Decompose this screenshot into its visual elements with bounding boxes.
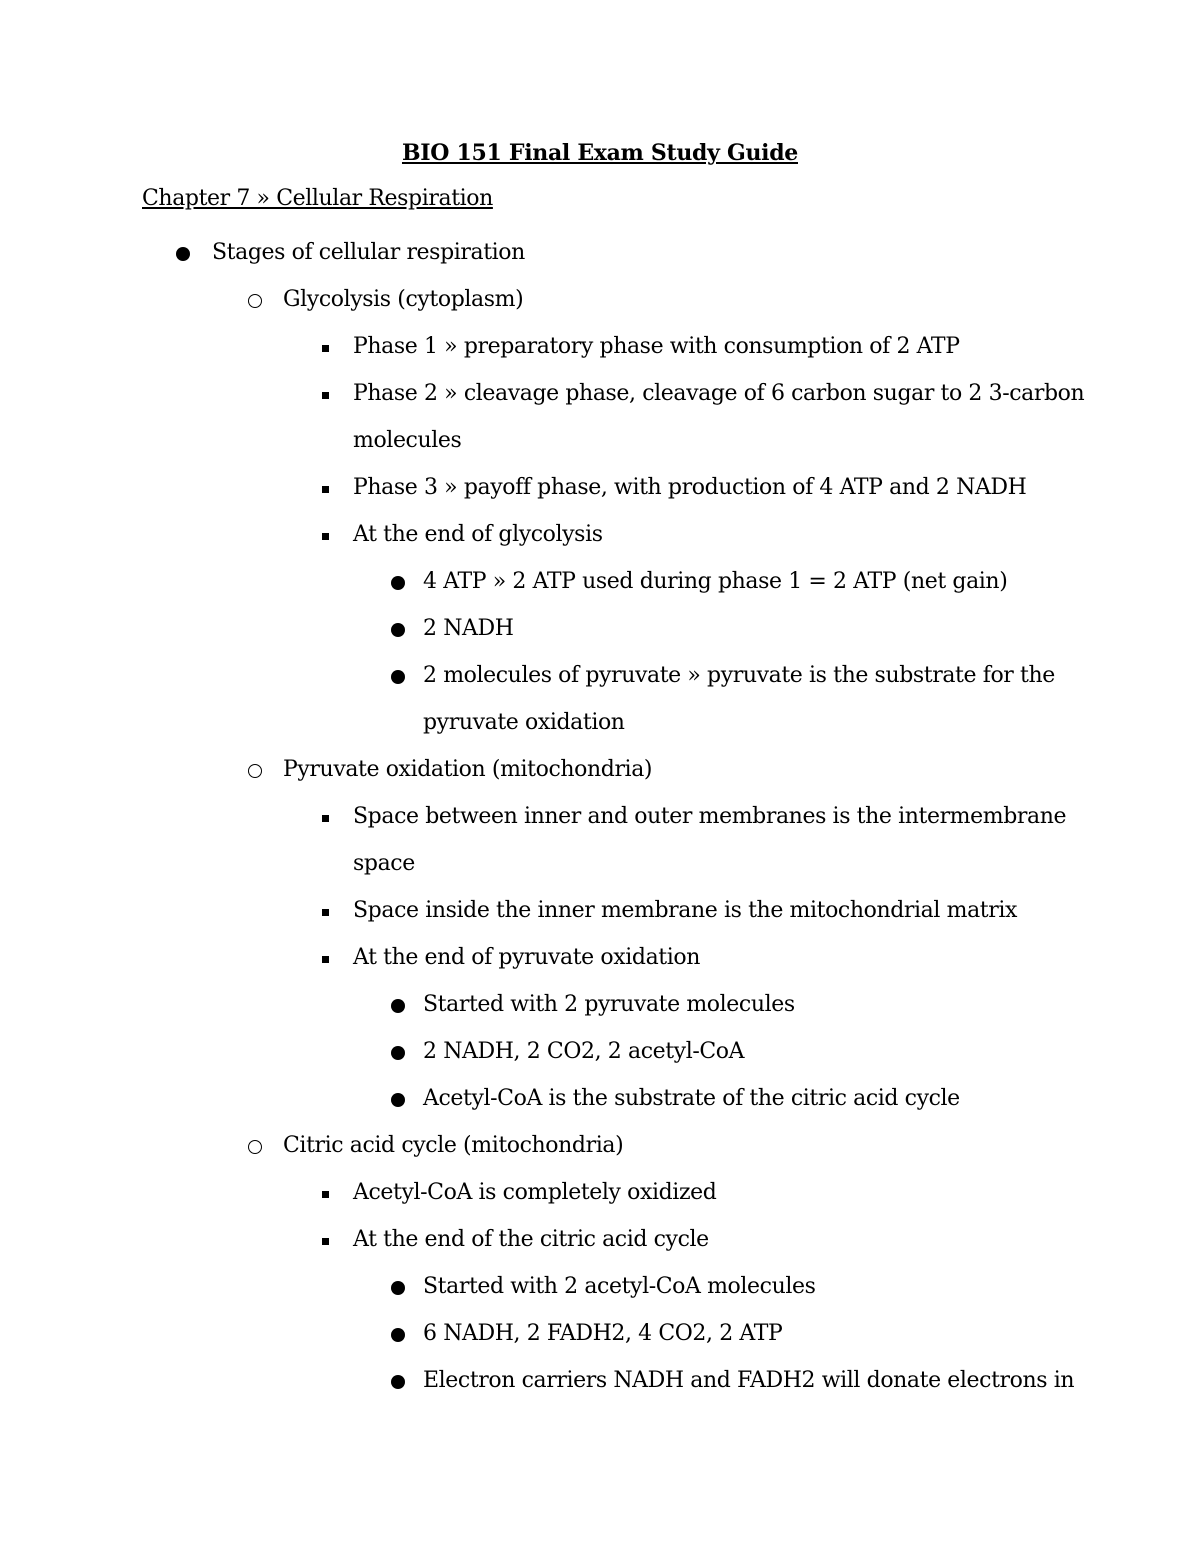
chapter-heading: Chapter 7 » Cellular Respiration	[142, 186, 493, 211]
list-item-level-1: Stages of cellular respiration	[212, 240, 525, 265]
list-item-level-4: Started with 2 acetyl-CoA molecules	[423, 1274, 816, 1299]
list-item-level-4: 2 molecules of pyruvate » pyruvate is the substrate for the	[423, 663, 1055, 688]
square-bullet-icon	[322, 392, 329, 399]
filled-circle-bullet-icon	[391, 1375, 405, 1389]
list-item-level-4: Started with 2 pyruvate molecules	[423, 992, 795, 1017]
list-item-level-3: Space inside the inner membrane is the mitochondrial matrix	[353, 898, 1017, 923]
list-item-continuation: pyruvate oxidation	[423, 710, 625, 735]
list-item-level-3: At the end of pyruvate oxidation	[353, 945, 700, 970]
list-item-level-4: Electron carriers NADH and FADH2 will donate electrons in	[423, 1368, 1075, 1393]
square-bullet-icon	[322, 1238, 329, 1245]
square-bullet-icon	[322, 909, 329, 916]
square-bullet-icon	[322, 1191, 329, 1198]
list-item-level-2: Citric acid cycle (mitochondria)	[283, 1133, 624, 1158]
filled-circle-bullet-icon	[176, 247, 190, 261]
list-item-level-4: 4 ATP » 2 ATP used during phase 1 = 2 ATP (net gain)	[423, 569, 1008, 594]
list-item-level-3: Acetyl-CoA is completely oxidized	[353, 1180, 717, 1205]
hollow-circle-bullet-icon	[248, 764, 262, 778]
square-bullet-icon	[322, 345, 329, 352]
list-item-level-3: Phase 3 » payoff phase, with production of 4 ATP and 2 NADH	[353, 475, 1027, 500]
filled-circle-bullet-icon	[391, 999, 405, 1013]
square-bullet-icon	[322, 956, 329, 963]
filled-circle-bullet-icon	[391, 1328, 405, 1342]
hollow-circle-bullet-icon	[248, 294, 262, 308]
filled-circle-bullet-icon	[391, 623, 405, 637]
filled-circle-bullet-icon	[391, 576, 405, 590]
page-title: BIO 151 Final Exam Study Guide	[401, 140, 798, 166]
list-item-level-2: Pyruvate oxidation (mitochondria)	[283, 757, 653, 782]
filled-circle-bullet-icon	[391, 1281, 405, 1295]
list-item-level-4: 2 NADH	[423, 616, 514, 641]
list-item-level-3: Space between inner and outer membranes is the intermembrane	[353, 804, 1067, 829]
filled-circle-bullet-icon	[391, 1046, 405, 1060]
list-item-level-2: Glycolysis (cytoplasm)	[283, 287, 524, 312]
list-item-continuation: molecules	[353, 428, 462, 453]
square-bullet-icon	[322, 533, 329, 540]
list-item-continuation: space	[353, 851, 415, 876]
hollow-circle-bullet-icon	[248, 1140, 262, 1154]
filled-circle-bullet-icon	[391, 670, 405, 684]
square-bullet-icon	[322, 815, 329, 822]
list-item-level-3: Phase 1 » preparatory phase with consumption of 2 ATP	[353, 334, 960, 359]
list-item-level-3: At the end of glycolysis	[353, 522, 603, 547]
list-item-level-4: Acetyl-CoA is the substrate of the citric acid cycle	[423, 1086, 960, 1111]
list-item-level-4: 2 NADH, 2 CO2, 2 acetyl-CoA	[423, 1039, 745, 1064]
filled-circle-bullet-icon	[391, 1093, 405, 1107]
list-item-level-3: At the end of the citric acid cycle	[353, 1227, 709, 1252]
list-item-level-3: Phase 2 » cleavage phase, cleavage of 6 carbon sugar to 2 3-carbon	[353, 381, 1085, 406]
list-item-level-4: 6 NADH, 2 FADH2, 4 CO2, 2 ATP	[423, 1321, 783, 1346]
square-bullet-icon	[322, 486, 329, 493]
